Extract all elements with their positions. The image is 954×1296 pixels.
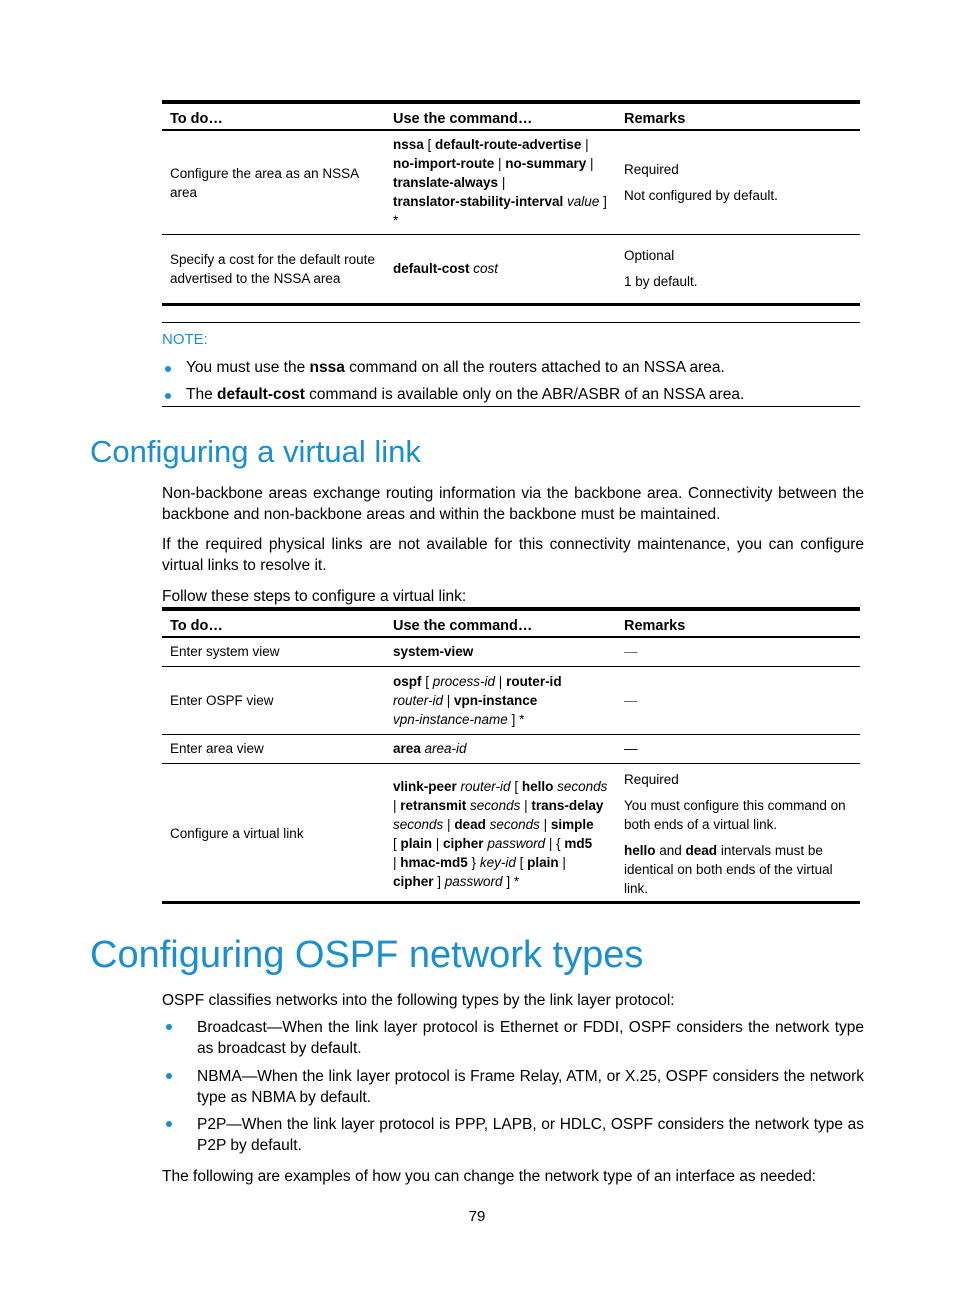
remarks-cell: Optional 1 by default. [624,248,698,290]
header-command: Use the command… [385,104,616,130]
note-item: You must use the nssa command on all the routers attached to an NSSA area. [162,359,860,379]
paragraph: The following are examples of how you can change the network type of an interface as needed: [162,1168,816,1185]
note-box [162,322,860,407]
remarks-cell: Required Not configured by default. [616,130,860,235]
table-row [162,666,860,734]
section-title-network-types: Configuring OSPF network types [90,934,644,976]
section-title-virtual-link: Configuring a virtual link [90,434,421,469]
list-item: Broadcast—When the link layer protocol is Ethernet or FDDI, OSPF considers the network type as broadcast by default. [162,1017,864,1059]
todo-cell: Configure the area as an NSSA area [162,130,385,235]
header-remarks: Remarks [616,104,860,130]
table1-bottom-rule [162,303,860,306]
paragraph: Non-backbone areas exchange routing information via the backbone area. Connectivity between the backbone and non-backbone areas and within the backbone must be maintained. [162,485,864,523]
paragraph: Follow these steps to configure a virtual link: [162,588,467,605]
header-remarks: Remarks [616,611,860,637]
list-item: P2P—When the link layer protocol is PPP, LAPB, or HDLC, OSPF considers the network type as P2P by default. [162,1114,864,1156]
header-todo: To do… [162,611,385,637]
remarks-cell: — [616,637,860,666]
table-row [162,130,860,235]
todo-cell: Specify a cost for the default route advertised to the NSSA area [170,251,375,286]
command-cell: nssa [ default-route-advertise | no-import-route | no-summary | translate-always | translator-stability-interval value ] * [385,130,616,235]
table-header-row [162,104,860,130]
note-item: The default-cost command is available only on the ABR/ASBR of an NSSA area. [162,386,860,406]
note-label: NOTE: [162,331,208,348]
virtual-link-command-table [162,611,860,904]
nssa-command-table [162,104,860,303]
bullet-icon [165,366,171,372]
remarks-cell: Required You must configure this command on both ends of a virtual link. hello and dead intervals must be identical on both ends of the virtual link. [624,771,846,896]
bullet-icon [166,1121,172,1127]
table-row [162,235,860,303]
table-row [162,637,860,666]
todo-cell: Enter OSPF view [162,666,385,734]
table-row [162,763,860,904]
todo-cell: Configure a virtual link [170,826,304,841]
page-number: 79 [468,1208,486,1225]
todo-cell: Enter area view [162,734,385,763]
command-cell: vlink-peer router-id [ hello seconds | retransmit seconds | trans-delay seconds | dead seconds | simple [ plain | cipher password | { md5 | hmac-md5 } key-id [ plain | cipher ] password ] * [393,778,608,889]
table2-bottom-rule [162,901,860,904]
bullet-icon [166,1073,172,1079]
table-header-row [162,611,860,637]
list-item: NBMA—When the link layer protocol is Frame Relay, ATM, or X.25, OSPF considers the network type as NBMA by default. [162,1066,864,1108]
todo-cell: Enter system view [162,637,385,666]
command-cell: area area-id [385,734,616,763]
command-cell: ospf [ process-id | router-id router-id | vpn-instance vpn-instance-name ] * [385,666,616,734]
remarks-cell: — [616,734,860,763]
bullet-icon [165,393,171,399]
paragraph: OSPF classifies networks into the following types by the link layer protocol: [162,992,675,1009]
bullet-icon [166,1024,172,1030]
paragraph: If the required physical links are not available for this connectivity maintenance, you can configure virtual links to resolve it. [162,536,864,574]
header-command: Use the command… [385,611,616,637]
command-cell: default-cost cost [393,261,499,277]
table-row [162,734,860,763]
header-todo: To do… [162,104,385,130]
remarks-cell: — [616,666,860,734]
command-cell: system-view [385,637,616,666]
